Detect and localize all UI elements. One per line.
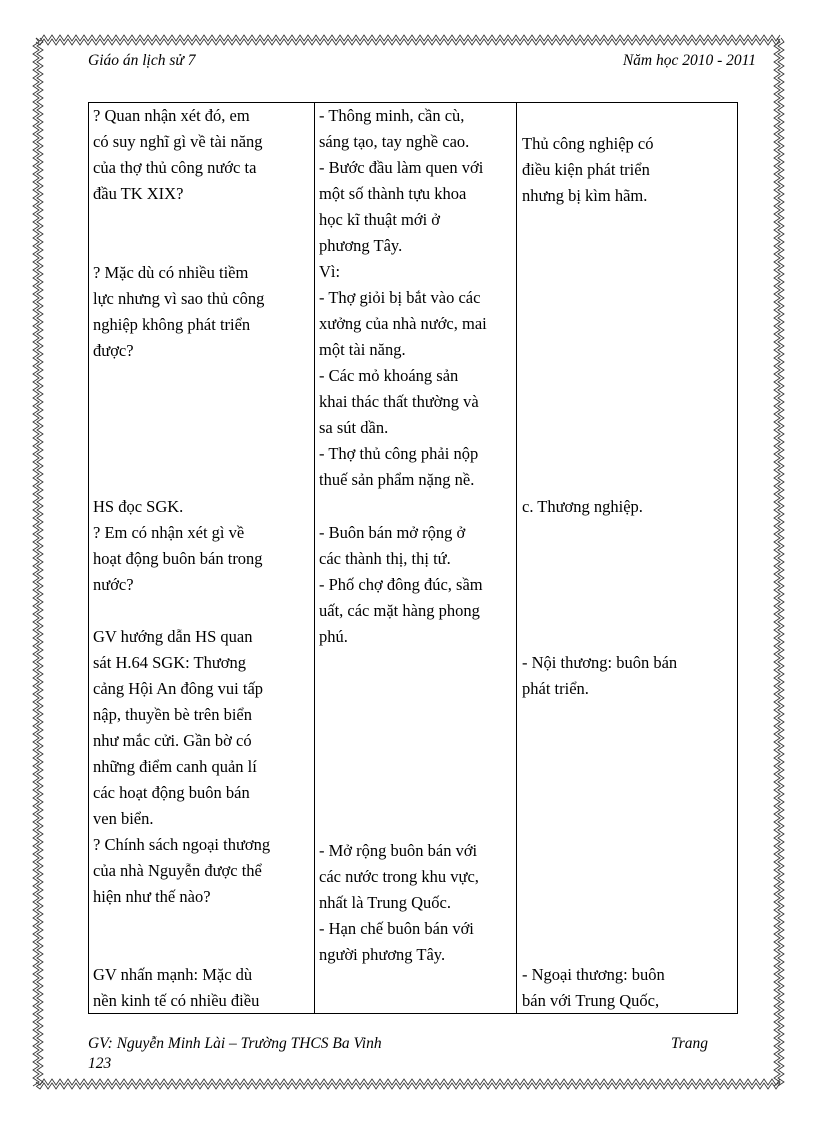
footer-page-label: Trang <box>670 1035 708 1052</box>
col1-block: ? Quan nhận xét đó, em có suy nghĩ gì về tài năng của thợ thủ công nước ta đầu TK XIX? <box>93 106 263 203</box>
border-zigzag <box>36 39 780 45</box>
col3-block: c. Thương nghiệp. <box>522 497 643 516</box>
col1-block: ? Mặc dù có nhiều tiềm lực nhưng vì sao thủ công nghiệp không phát triển được? <box>93 263 265 360</box>
col3-block: Thủ công nghiệp có điều kiện phát triển nhưng bị kìm hãm. <box>522 134 654 205</box>
border-zigzag <box>774 38 780 1086</box>
content-summary-column <box>517 103 736 1013</box>
col1-block: GV hướng dẫn HS quan sát H.64 SGK: Thương cảng Hội An đông vui tấp nập, thuyền bè trên biển như mắc cửi. Gần bờ có những điểm canh quản lí các hoạt động buôn bán ven biển. ? Chính sách ngoại thương của nhà Nguyễn được thể hiện như thế nào? <box>93 627 271 906</box>
page-header <box>88 52 756 74</box>
lesson-table <box>88 102 738 1014</box>
col2-block: - Buôn bán mở rộng ở các thành thị, thị tứ. - Phố chợ đông đúc, sầm uất, các mặt hàng phong phú. <box>319 523 483 646</box>
col2-block: - Mở rộng buôn bán với các nước trong khu vực, nhất là Trung Quốc. - Hạn chế buôn bán với người phương Tây. <box>319 841 479 964</box>
page-footer <box>88 1034 708 1078</box>
header-school-year: Năm học 2010 - 2011 <box>622 52 756 69</box>
col3-block: - Nội thương: buôn bán phát triển. <box>522 653 678 698</box>
col1-block: GV nhấn mạnh: Mặc dù nền kinh tế có nhiều điều <box>93 965 260 1010</box>
expected-answer-column <box>315 103 517 1013</box>
footer-page-number: 123 <box>88 1055 112 1072</box>
col3-block: - Ngoại thương: buôn bán với Trung Quốc, <box>522 965 665 1010</box>
teacher-student-activity-column <box>89 103 315 1013</box>
col2-block: - Thông minh, cần cù, sáng tạo, tay nghề cao. - Bước đầu làm quen với một số thành tựu khoa học kĩ thuật mới ở phương Tây. Vì: - Thợ giỏi bị bắt vào các xưởng của nhà nước, mai một tài năng. - Các mỏ khoáng sản khai thác thất thường và sa sút dần. - Thợ thủ công phải nộp thuế sản phẩm nặng nề. <box>319 106 487 489</box>
header-subject: Giáo án lịch sử 7 <box>88 52 196 69</box>
col1-block: HS đọc SGK. ? Em có nhận xét gì về hoạt động buôn bán trong nước? <box>93 497 263 594</box>
border-zigzag <box>33 38 39 1086</box>
border-zigzag <box>36 1083 780 1089</box>
footer-author: GV: Nguyễn Minh Lài – Trường THCS Ba Vinh <box>88 1035 382 1052</box>
